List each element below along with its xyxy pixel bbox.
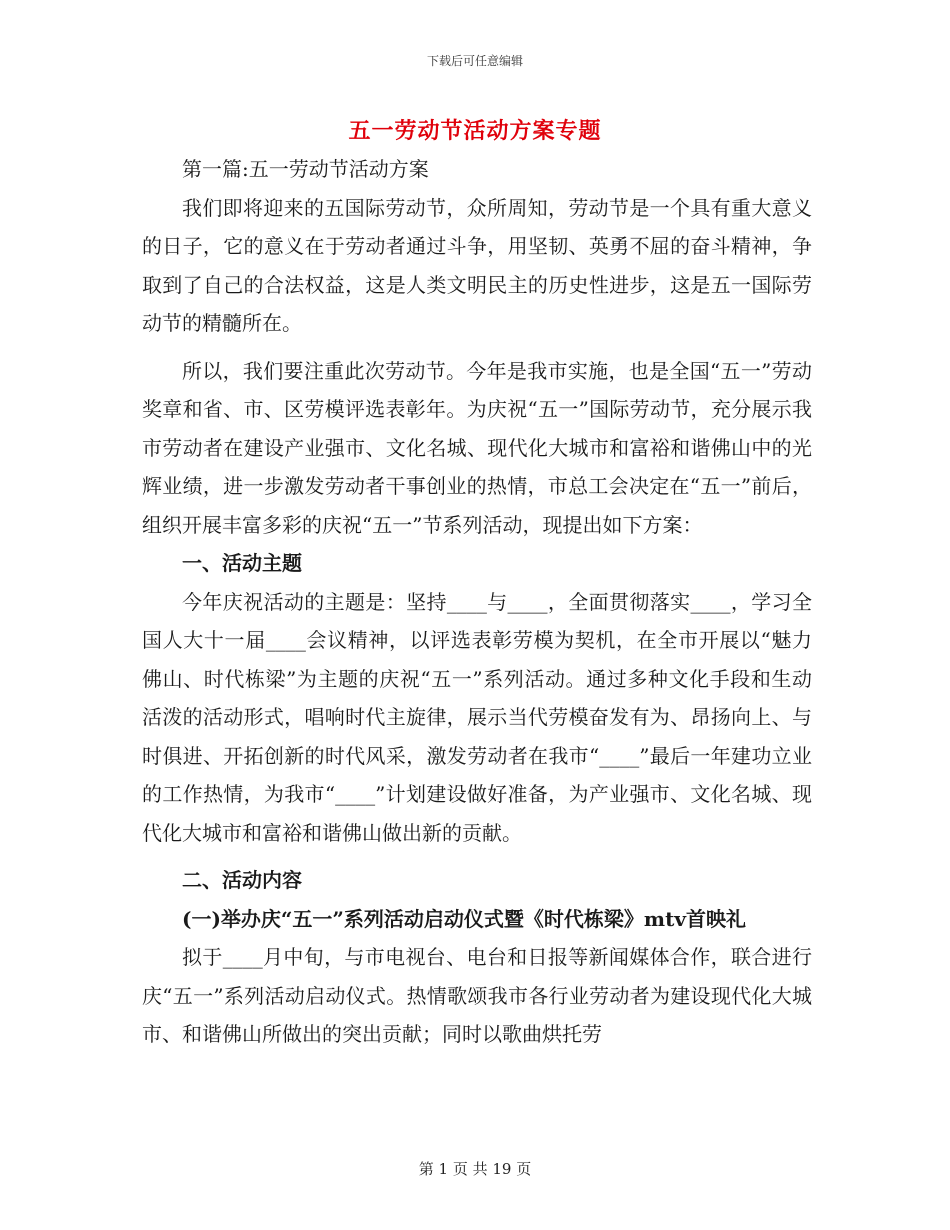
- page-number: 第 1 页 共 19 页: [418, 1160, 532, 1178]
- subsection-heading-launch: (一)举办庆“五一”系列活动启动仪式暨《时代栋梁》mtv首映礼: [182, 906, 746, 931]
- paragraph-intro: 我们即将迎来的五国际劳动节，众所周知，劳动节是一个具有重大意义的日子，它的意义在于劳动者通过斗争，用坚韧、英勇不屈的奋斗精神，争取到了自己的合法权益，这是人类文明民主的历史性进步，这是五一国际劳动节的精髓所在。: [142, 195, 812, 335]
- paragraph-background: 所以，我们要注重此次劳动节。今年是我市实施，也是全国“五一”劳动奖章和省、市、区劳模评选表彰年。为庆祝“五一”国际劳动节，充分展示我市劳动者在建设产业强市、文化名城、现代化大城市和富裕和谐佛山中的光辉业绩，进一步激发劳动者干事创业的热情，市总工会决定在“五一”前后，组织开展丰富多彩的庆祝“五一”节系列活动，现提出如下方案：: [142, 358, 812, 537]
- document-body: [142, 150, 812, 1054]
- section-heading-content: 二、活动内容: [182, 868, 302, 892]
- document-title: 五一劳动节活动方案专题: [348, 118, 602, 144]
- chapter-subtitle: 第一篇:五一劳动节活动方案: [182, 157, 429, 181]
- section-heading-theme: 一、活动主题: [182, 551, 302, 575]
- paragraph-launch: 拟于____月中旬，与市电视台、电台和日报等新闻媒体合作，联合进行庆“五一”系列活动启动仪式。热情歌颂我市各行业劳动者为建设现代化大城市、和谐佛山所做出的突出贡献；同时以歌曲烘托劳: [142, 945, 812, 1046]
- page-header-note: 下载后可任意编辑: [426, 54, 523, 68]
- paragraph-theme: 今年庆祝活动的主题是：坚持____与____，全面贯彻落实____，学习全国人大十一届____会议精神，以评选表彰劳模为契机，在全市开展以“魅力佛山、时代栋梁”为主题的庆祝“五一”系列活动。通过多种文化手段和生动活泼的活动形式，唱响时代主旋律，展示当代劳模奋发有为、昂扬向上、与时俱进、开拓创新的时代风采，激发劳动者在我市“____”最后一年建功立业的工作热情，为我市“____”计划建设做好准备，为产业强市、文化名城、现代化大城市和富裕和谐佛山做出新的贡献。: [142, 589, 812, 845]
